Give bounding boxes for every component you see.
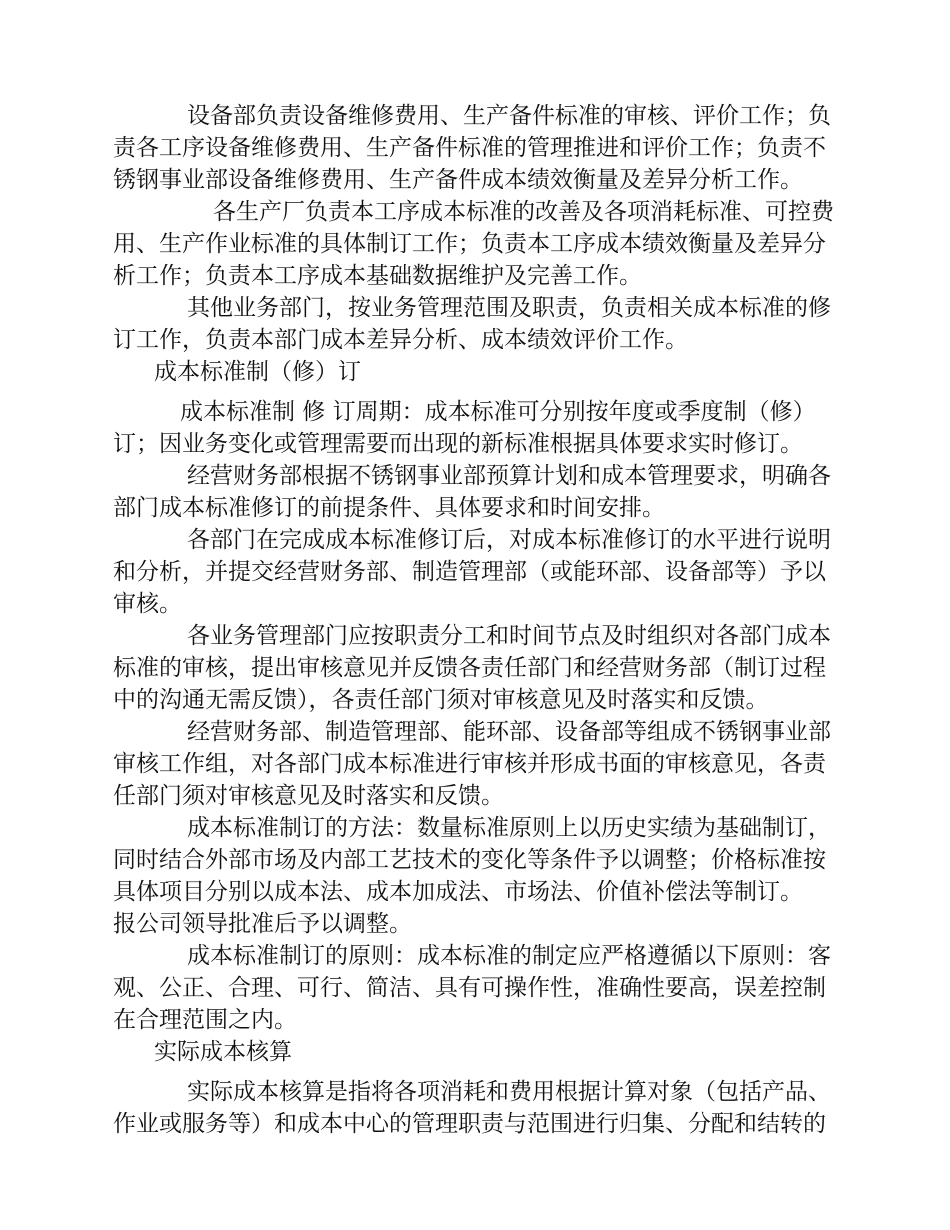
paragraph-line: 锈钢事业部设备维修费用、生产备件成本绩效衡量及差异分析工作。 [113, 167, 803, 193]
paragraph-line: 设备部负责设备维修费用、生产备件标准的审核、评价工作；负 [187, 103, 831, 129]
paragraph-line: 经营财务部、制造管理部、能环部、设备部等组成不锈钢事业部 [187, 719, 831, 745]
section-heading: 实际成本核算 [154, 1039, 292, 1065]
paragraph-line: 和分析，并提交经营财务部、制造管理部（或能环部、设备部等）予以 [113, 559, 826, 585]
paragraph-line: 订；因业务变化或管理需要而出现的新标准根据具体要求实时修订。 [113, 431, 803, 457]
paragraph-line: 作业或服务等）和成本中心的管理职责与范围进行归集、分配和结转的 [113, 1111, 826, 1137]
paragraph-line: 标准的审核，提出审核意见并反馈各责任部门和经营财务部（制订过程 [113, 655, 826, 681]
paragraph-line: 观、公正、合理、可行、简洁、具有可操作性，准确性要高，误差控制 [113, 975, 826, 1001]
paragraph-line: 审核工作组，对各部门成本标准进行审核并形成书面的审核意见，各责 [113, 751, 826, 777]
paragraph-line: 任部门须对审核意见及时落实和反馈。 [113, 783, 504, 809]
paragraph-line: 成本标准制订的方法：数量标准原则上以历史实绩为基础制订， [187, 815, 831, 841]
paragraph-line: 同时结合外部市场及内部工艺技术的变化等条件予以调整；价格标准按 [113, 847, 826, 873]
paragraph-line: 实际成本核算是指将各项消耗和费用根据计算对象（包括产品、 [187, 1079, 831, 1105]
paragraph-line: 在合理范围之内。 [113, 1007, 297, 1033]
paragraph-line: 具体项目分别以成本法、成本加成法、市场法、价值补偿法等制订。 [113, 879, 803, 905]
paragraph-line: 订工作，负责本部门成本差异分析、成本绩效评价工作。 [113, 327, 688, 353]
paragraph-line: 用、生产作业标准的具体制订工作；负责本工序成本绩效衡量及差异分 [113, 231, 826, 257]
paragraph-line: 审核。 [113, 591, 182, 617]
section-heading: 成本标准制（修）订 [154, 359, 361, 385]
paragraph-line: 成本标准制订的原则：成本标准的制定应严格遵循以下原则：客 [187, 943, 831, 969]
paragraph-line: 各部门在完成成本标准修订后，对成本标准修订的水平进行说明 [187, 527, 831, 553]
paragraph-line: 各生产厂负责本工序成本标准的改善及各项消耗标准、可控费 [213, 199, 834, 225]
paragraph-line: 报公司领导批准后予以调整。 [113, 911, 412, 937]
paragraph-line: 其他业务部门，按业务管理范围及职责，负责相关成本标准的修 [187, 295, 831, 321]
paragraph-line: 析工作；负责本工序成本基础数据维护及完善工作。 [113, 263, 642, 289]
paragraph-line: 经营财务部根据不锈钢事业部预算计划和成本管理要求，明确各 [187, 463, 831, 489]
paragraph-line: 责各工序设备维修费用、生产备件标准的管理推进和评价工作；负责不 [113, 135, 826, 161]
paragraph-line: 中的沟通无需反馈），各责任部门须对审核意见及时落实和反馈。 [113, 687, 769, 713]
paragraph-line: 各业务管理部门应按职责分工和时间节点及时组织对各部门成本 [187, 623, 831, 649]
paragraph-line: 成本标准制 修 订周期：成本标准可分别按年度或季度制（修） [180, 399, 816, 425]
paragraph-line: 部门成本标准修订的前提条件、具体要求和时间安排。 [113, 495, 665, 521]
